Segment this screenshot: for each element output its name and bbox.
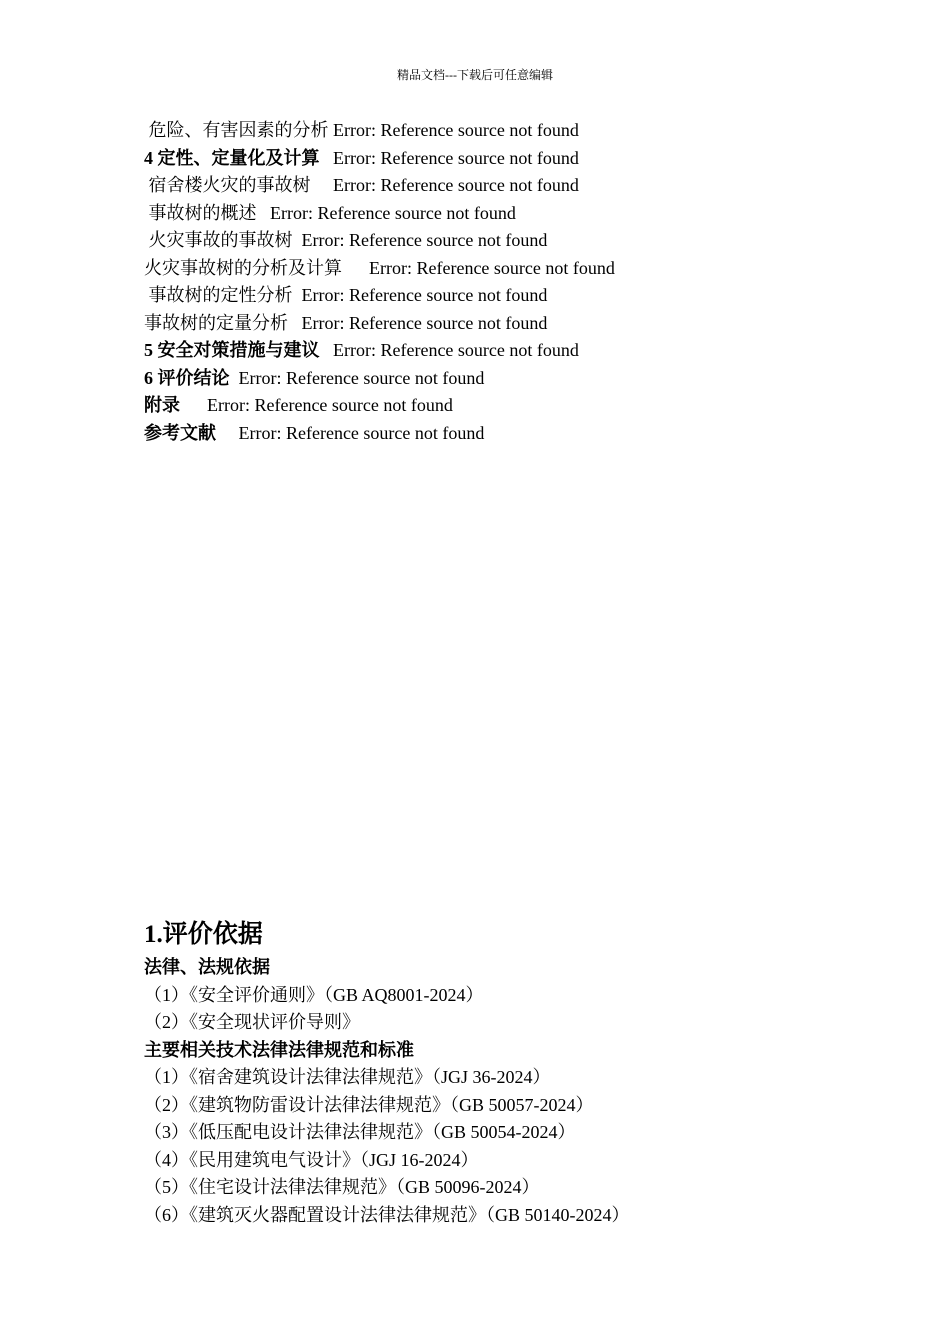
toc-entry-title: 5 安全对策措施与建议 [144, 340, 320, 360]
page-header: 精品文档---下载后可任意编辑 [397, 68, 553, 82]
toc-entry[interactable] [144, 172, 844, 200]
toc-entry-title: 参考文献 [144, 422, 216, 443]
standard-item: （6）《建筑灭火器配置设计法律法律规范》（GB 50140-2024） [144, 1204, 630, 1225]
toc-entry-ref: Error: Reference source not found [207, 395, 453, 415]
toc-entry-ref: Error: Reference source not found [333, 120, 579, 140]
toc-entry-ref: Error: Reference source not found [333, 147, 579, 168]
toc-entry[interactable] [144, 145, 844, 173]
toc-entry-ref: Error: Reference source not found [301, 285, 548, 305]
toc-entry-title: 火灾事故树的分析及计算 [144, 257, 342, 278]
toc-entry-ref: Error: Reference source not found [333, 175, 579, 195]
toc-entry-ref: Error: Reference source not found [301, 230, 548, 250]
toc-entry-ref: Error: Reference source not found [369, 257, 615, 278]
toc-entry-ref: Error: Reference source not found [238, 422, 485, 443]
toc-entry-ref: Error: Reference source not found [333, 340, 579, 360]
toc-entry[interactable] [144, 337, 844, 365]
toc-entry[interactable] [144, 117, 844, 145]
toc-entry-title: 事故树的定量分析 [144, 312, 288, 333]
toc-entry[interactable] [144, 365, 844, 393]
standard-item: （4）《民用建筑电气设计》（JGJ 16-2024） [144, 1149, 479, 1170]
toc-entry[interactable] [144, 392, 844, 420]
toc-entry[interactable] [144, 255, 844, 283]
toc-entry-title: 危险、有害因素的分析 [144, 120, 329, 140]
toc-entry-title: 附录 [144, 395, 180, 415]
toc-entry[interactable] [144, 282, 844, 310]
standard-item: （1）《宿舍建筑设计法律法律规范》（JGJ 36-2024） [144, 1067, 551, 1087]
toc-entry-ref: Error: Reference source not found [238, 367, 485, 388]
toc-entry[interactable] [144, 200, 844, 228]
toc-entry-title: 4 定性、定量化及计算 [144, 147, 320, 168]
standard-item: （5）《住宅设计法律法律规范》（GB 50096-2024） [144, 1177, 540, 1197]
evaluation-basis-section [144, 916, 864, 1229]
toc-entry-ref: Error: Reference source not found [270, 202, 516, 223]
toc-entry-title: 火灾事故的事故树 [144, 230, 293, 250]
law-item: （2）《安全现状评价导则》 [144, 1012, 360, 1032]
section-heading: 1.评价依据 [144, 921, 263, 948]
toc-entry[interactable] [144, 420, 844, 448]
standards-heading: 主要相关技术法律法律规范和标准 [144, 1039, 414, 1060]
toc-entry-title: 事故树的定性分析 [144, 285, 293, 305]
laws-heading: 法律、法规依据 [144, 957, 270, 977]
toc-entry[interactable] [144, 310, 844, 338]
table-of-contents [144, 117, 844, 447]
toc-entry-title: 事故树的概述 [144, 202, 257, 223]
toc-entry-title: 宿舍楼火灾的事故树 [144, 175, 311, 195]
standard-item: （3）《低压配电设计法律法律规范》（GB 50054-2024） [144, 1122, 576, 1142]
toc-entry-title: 6 评价结论 [144, 367, 230, 388]
standard-item: （2）《建筑物防雷设计法律法律规范》（GB 50057-2024） [144, 1094, 594, 1115]
toc-entry[interactable] [144, 227, 844, 255]
law-item: （1）《安全评价通则》（GB AQ8001-2024） [144, 984, 484, 1005]
toc-entry-ref: Error: Reference source not found [301, 312, 548, 333]
